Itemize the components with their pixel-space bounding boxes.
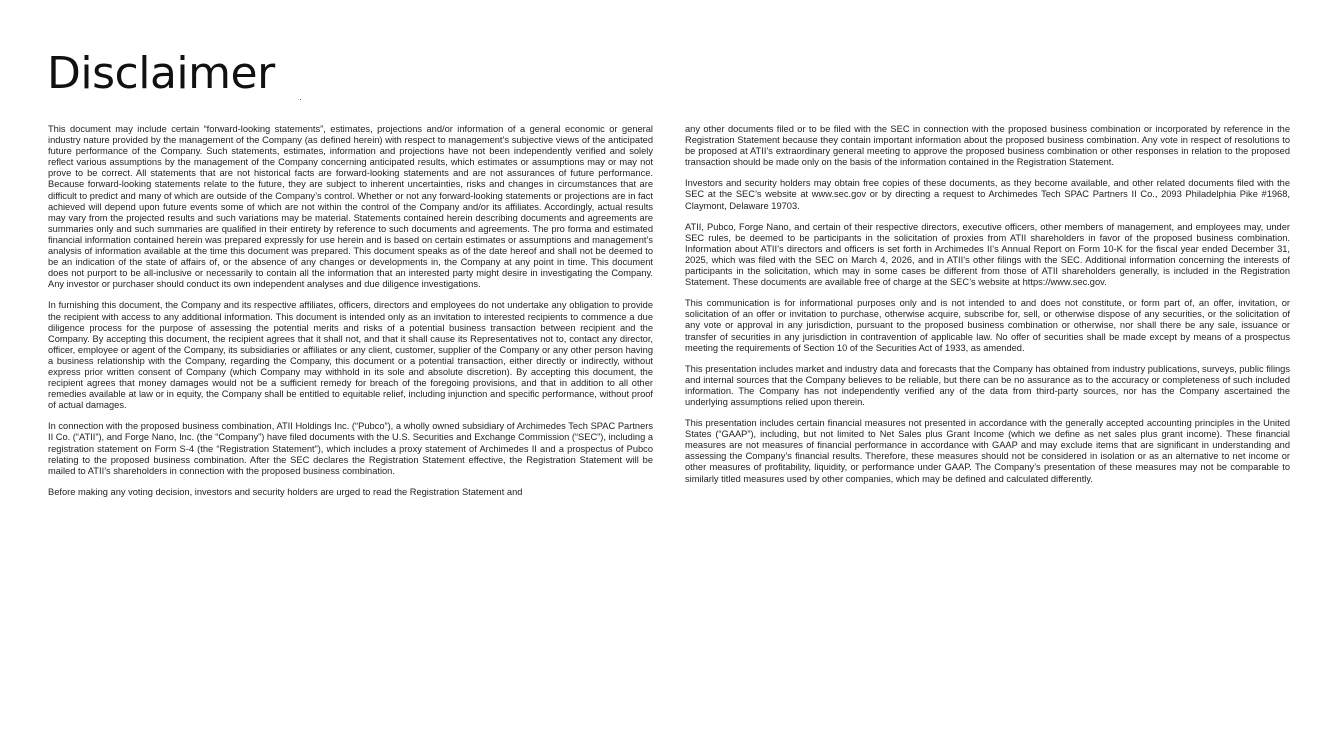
paragraph-forward-looking: This document may include certain “forward-looking statements”, estimates, projections and/or information of a general economic or general industry nature provided by the management of the Company (as defined herein) with respect to management’s subjective views of the anticipated future performance of the Company. Such statements, estimates, information and projections have not been independently verified and solely reflect various assumptions by the management of the Company concerning anticipated results, which estimates or assumptions may or may not prove to be correct. All statements that are not historical facts are forward-looking statements and are not assurances of future performance. Because forward-looking statements relate to the future, they are subject to inherent uncertainties, risks and changes in circumstances that are difficult to predict and many of which are outside of the Company’s control. Whether or not any forward-looking statements or projections are in fact achieved will depend upon future events some of which are not within the control of the Company and/or its affiliates. Accordingly, actual results may vary from the projected results and such variations may be material. Statements contained herein describing documents and agreements are summaries only and such summaries are qualified in their entirety by reference to such documents and agreements. The pro forma and estimated financial information contained herein was prepared expressly for use herein and is based on certain estimates or assumptions and management’s analysis of information available at the time this document was prepared. This document speaks as of the date hereof and shall not be deemed to be an indication of the state of affairs of, or the absence of any changes or developments in, the Company at any point in time. This document does not purport to be all-inclusive or necessarily to contain all the information that an interested party might desire in investigating the Company. Any investor or purchaser should conduct its own independent analyses and due diligence investigations. [48,124,653,290]
paragraph-participants: ATII, Pubco, Forge Nano, and certain of their respective directors, executive officers, other members of management, and employees may, under SEC rules, be deemed to be participants in the solicitation of proxies from ATII shareholders in favor of the proposed business combination. Information about ATII’s directors and officers is set forth in Archimedes II’s Annual Report on Form 10-K for the fiscal year ended December 31, 2025, which was filed with the SEC on March 4, 2026, and in ATII’s other filings with the SEC. Additional information concerning the interests of participants in the solicitation, which may in some cases be different from those of ATII shareholders generally, is included in the Registration Statement. These documents are available free of charge at the SEC’s website at https://www.sec.gov. [685,221,1290,288]
paragraph-voting-decision: Before making any voting decision, investors and security holders are urged to read the Registration Statement and [48,486,523,497]
disclaimer-left-column [48,124,653,508]
paragraph-furnishing: In furnishing this document, the Company and its respective affiliates, officers, directors and employees do not undertake any obligation to provide the recipient with access to any additional information. This document is intended only as an invitation to interested recipients to commence a due diligence process for the purpose of assessing the potential merits and risks of a potential business transaction between recipient and the Company. By accepting this document, the recipient agrees that it shall not, and that it shall cause its Representatives not to, contact any director, officer, employee or agent of the Company, its subsidiaries or affiliates or any client, customer, supplier of the Company or any other person having a business relationship with the Company, regarding the Company, this document or a potential transaction, either directly or indirectly, without express prior written consent of Company (which Company may withhold in its sole and absolute discretion). By accepting this document, the recipient agrees that money damages would not be a sufficient remedy for breach of the foregoing provisions, and that in addition to all other remedies available at law or in equity, the Company shall be entitled to equitable relief, including injunction and specific performance, without proof of actual damages. [48,300,653,411]
paragraph-market-data: This presentation includes market and industry data and forecasts that the Company has obtained from industry publications, surveys, public filings and internal sources that the Company believes to be reliable, but there can be no assurance as to the accuracy or completeness of such included information. The Company has not independently verified any of the data from third-party sources, nor has the Company ascertained the underlying assumptions relied upon therein. [685,363,1290,407]
paragraph-non-gaap: This presentation includes certain financial measures not presented in accordance with the generally accepted accounting principles in the United States (“GAAP”), including, but not limited to Net Sales plus Grant Income (which we define as net sales plus grant income). These financial measures are not measures of financial performance in accordance with GAAP and may exclude items that are significant in understanding and assessing the Company’s financial results. Therefore, these measures should not be considered in isolation or as an alternative to net income or other measures of profitability, liquidity, or performance under GAAP. The Company’s presentation of these measures may not be comparable to similarly titled measures used by other companies, which may be defined and calculated differently. [685,418,1290,484]
paragraph-informational: This communication is for informational purposes only and is not intended to and does not constitute, or form part of, an offer, invitation, or solicitation of an offer or invitation to purchase, otherwise acquire, subscribe for, sell, or otherwise dispose of any securities, or the solicitation of any vote or approval in any jurisdiction, pursuant to the proposed business combination or otherwise, nor shall there be any sale, issuance or transfer of securities in any jurisdiction in contravention of applicable law. No offer of securities shall be made except by means of a prospectus meeting the requirements of Section 10 of the Securities Act of 1933, as amended. [685,298,1290,353]
disclaimer-right-column [685,124,1290,495]
title-dot [300,99,301,100]
paragraph-other-documents: any other documents filed or to be filed with the SEC in connection with the proposed business combination or incorporated by reference in the Registration Statement because they contain important information about the proposed business combination. Any vote in respect of resolutions to be proposed at ATII’s extraordinary general meeting to approve the proposed business combination or other responses in relation to the proposed transaction should be made only on the basis of the information contained in the Registration Statement. [685,124,1290,168]
paragraph-free-copies: Investors and security holders may obtain free copies of these documents, as they become available, and other related documents filed with the SEC at the SEC’s website at www.sec.gov or by directing a request to Archimedes Tech SPAC Partners II Co., 2093 Philadelphia Pike #1968, Claymont, Delaware 19703. [685,178,1290,211]
paragraph-business-combination: In connection with the proposed business combination, ATII Holdings Inc. (“Pubco”), a wholly owned subsidiary of Archimedes Tech SPAC Partners II Co. (“ATII”), and Forge Nano, Inc. (the “Company”) have filed documents with the U.S. Securities and Exchange Commission (“SEC”), including a registration statement on Form S-4 (the “Registration Statement”), which includes a proxy statement of Archimedes II and a prospectus of Pubco relating to the proposed business combination. After the SEC declares the Registration Statement effective, the Registration Statement will be mailed to ATII’s shareholders in connection with the proposed business combination. [48,421,653,476]
page-title: Disclaimer [47,48,275,99]
